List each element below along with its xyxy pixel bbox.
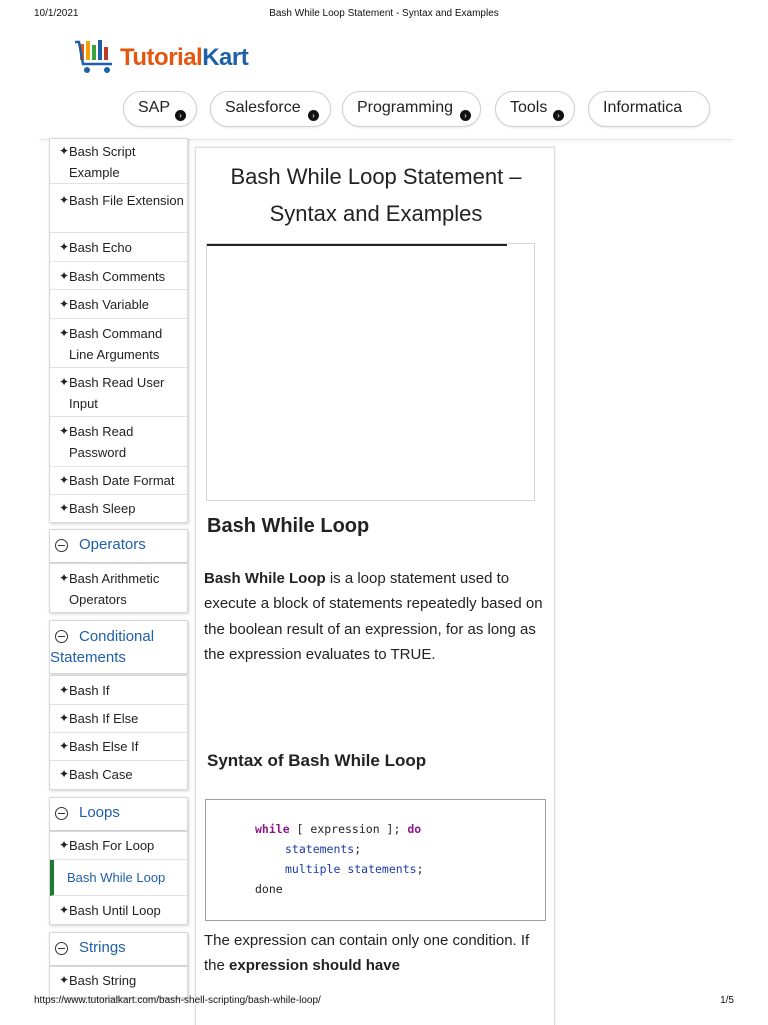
sidebar-item-bash-read-user-input[interactable]: ✦ Bash Read User Input xyxy=(50,368,187,417)
sidebar-item-bash-while-loop[interactable]: Bash While Loop xyxy=(50,860,187,896)
sidebar-item-bash-script-example[interactable]: ✦ Bash Script Example xyxy=(50,139,187,184)
print-doc-title: Bash While Loop Statement - Syntax and Examples xyxy=(269,8,499,19)
nav-tools[interactable]: Tools › xyxy=(495,91,575,127)
sidebar-section-loops[interactable]: Loops xyxy=(49,797,188,831)
sidebar-item-bash-until-loop[interactable]: ✦ Bash Until Loop xyxy=(59,903,161,918)
chevron-right-icon: › xyxy=(175,110,186,121)
nav-sap[interactable]: SAP › xyxy=(123,91,197,127)
intro-paragraph: Bash While Loop is a loop statement used to execute a block of statements repeatedly based on the boolean result of an expression, for as long as the expression evaluates to TRUE. xyxy=(204,570,543,663)
sidebar-item-bash-case[interactable]: ✦ Bash Case xyxy=(59,767,133,782)
ad-placeholder xyxy=(206,243,535,501)
chevron-right-icon: › xyxy=(460,110,471,121)
print-url: https://www.tutorialkart.com/bash-shell-scripting/bash-while-loop/ xyxy=(34,995,321,1006)
sidebar-item-bash-sleep[interactable]: ✦ Bash Sleep xyxy=(59,501,136,516)
sidebar-item-bash-variable[interactable]: ✦ Bash Variable xyxy=(50,290,187,319)
syntax-heading: Syntax of Bash While Loop xyxy=(207,751,427,770)
sidebar-item-bash-echo[interactable]: ✦ Bash Echo xyxy=(50,233,187,262)
top-navigation xyxy=(0,91,768,127)
nav-programming[interactable]: Programming › xyxy=(342,91,481,127)
sidebar-item-bash-string[interactable]: ✦ Bash String xyxy=(59,973,137,988)
print-date: 10/1/2021 xyxy=(34,8,79,19)
print-page-number: 1/5 xyxy=(720,995,734,1006)
sidebar-item-bash-file-extension[interactable]: ✦ Bash File Extension xyxy=(50,184,187,233)
sidebar-item-bash-else-if[interactable]: ✦ Bash Else If xyxy=(50,733,187,761)
sidebar-item-bash-if-else[interactable]: ✦ Bash If Else xyxy=(50,705,187,733)
sidebar-section-conditional-statements[interactable]: Conditional Statements xyxy=(49,620,188,674)
sidebar-item-bash-if[interactable]: ✦ Bash If xyxy=(50,676,187,705)
page-title: Bash While Loop Statement – Syntax and Examples xyxy=(230,164,522,226)
code-block xyxy=(205,799,546,921)
collapse-icon xyxy=(55,539,68,552)
sidebar-section-strings[interactable]: Strings xyxy=(49,932,188,966)
sidebar-item-bash-date-format[interactable]: ✦ Bash Date Format xyxy=(50,467,187,495)
nav-informatica[interactable]: Informatica xyxy=(588,91,710,127)
sidebar-item-bash-comments[interactable]: ✦ Bash Comments xyxy=(50,262,187,290)
site-logo-text: TutorialKart xyxy=(120,44,249,71)
chevron-right-icon: › xyxy=(308,110,319,121)
collapse-icon xyxy=(55,807,68,820)
sidebar-section-operators[interactable]: Operators xyxy=(49,529,188,563)
ad-top-bar xyxy=(207,244,507,246)
print-footer xyxy=(0,995,768,1015)
shopping-cart-icon xyxy=(74,38,118,78)
sidebar-group-conditional xyxy=(49,675,188,790)
code-line-2: statements; xyxy=(285,842,362,856)
code-line-1: while [ expression ]; do xyxy=(255,822,422,836)
code-line-3: multiple statements; xyxy=(285,862,424,876)
sidebar-item-bash-command-line-arguments[interactable]: ✦ Bash Command Line Arguments xyxy=(50,319,187,368)
sidebar-group-strings xyxy=(49,966,188,998)
print-header xyxy=(0,0,768,22)
section-heading: Bash While Loop xyxy=(207,515,370,537)
sidebar-item-bash-arithmetic-operators[interactable]: ✦ Bash Arithmetic Operators xyxy=(59,571,160,607)
code-line-4: done xyxy=(255,882,283,896)
sidebar-item-bash-for-loop[interactable]: ✦ Bash For Loop xyxy=(50,832,187,860)
chevron-right-icon: › xyxy=(553,110,564,121)
sidebar-group-scripting xyxy=(49,138,188,523)
sidebar-group-operators xyxy=(49,563,188,613)
site-logo[interactable] xyxy=(74,38,274,82)
nav-salesforce[interactable]: Salesforce › xyxy=(210,91,331,127)
sidebar-group-loops xyxy=(49,831,188,925)
collapse-icon xyxy=(55,942,68,955)
sidebar-item-bash-read-password[interactable]: ✦ Bash Read Password xyxy=(50,417,187,467)
body-paragraph: The expression can contain only one condition. If the expression should have xyxy=(204,932,530,975)
article-content xyxy=(195,147,555,1025)
